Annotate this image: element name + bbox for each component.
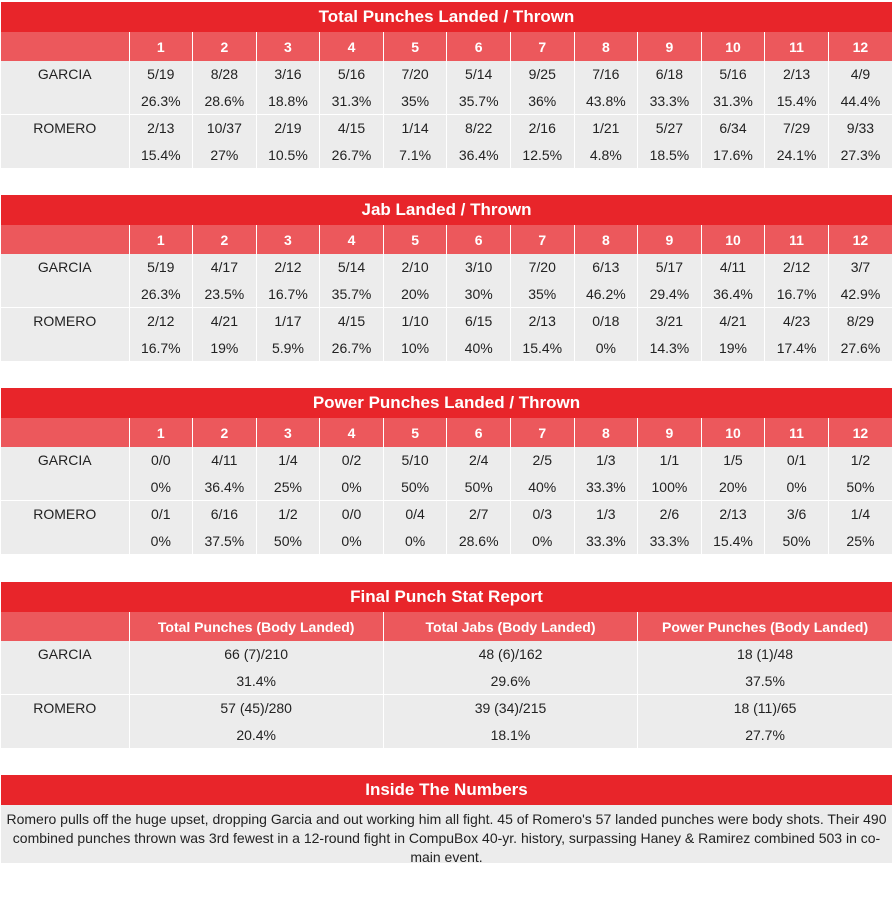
pct-cell: 15.4% <box>129 141 193 168</box>
pct-cell: 4.8% <box>574 141 638 168</box>
landed-thrown-cell: 5/16 <box>320 61 384 87</box>
landed-thrown-cell: 0/3 <box>510 501 574 528</box>
landed-thrown-cell: 0/4 <box>383 501 447 528</box>
fighter-name: ROMERO <box>1 695 129 749</box>
pct-cell: 18.1% <box>383 721 637 748</box>
landed-thrown-cell: 7/20 <box>383 61 447 87</box>
pct-cell: 23.5% <box>193 280 257 308</box>
total-punches-section <box>1 2 892 168</box>
round-header: 3 <box>256 418 320 447</box>
landed-thrown-cell: 2/12 <box>129 308 193 335</box>
pct-cell: 26.7% <box>320 334 384 361</box>
landed-thrown-cell: 5/19 <box>129 61 193 87</box>
landed-thrown-cell: 1/14 <box>383 115 447 142</box>
round-header: 7 <box>510 225 574 254</box>
pct-cell: 18.5% <box>638 141 702 168</box>
power-punches-table <box>1 418 892 554</box>
pct-cell: 28.6% <box>193 87 257 115</box>
round-header: 5 <box>383 418 447 447</box>
landed-thrown-cell: 2/19 <box>256 115 320 142</box>
pct-cell: 0% <box>129 473 193 501</box>
pct-cell: 20% <box>701 473 765 501</box>
pct-cell: 36% <box>510 87 574 115</box>
landed-thrown-cell: 2/13 <box>701 501 765 528</box>
table-row <box>1 61 892 87</box>
landed-thrown-cell: 0/0 <box>320 501 384 528</box>
landed-thrown-cell: 6/15 <box>447 308 511 335</box>
pct-cell: 42.9% <box>828 280 892 308</box>
pct-cell: 35% <box>383 87 447 115</box>
landed-thrown-cell: 1/17 <box>256 308 320 335</box>
landed-thrown-cell: 2/4 <box>447 447 511 473</box>
pct-cell: 27% <box>193 141 257 168</box>
landed-thrown-cell: 4/15 <box>320 115 384 142</box>
pct-cell: 16.7% <box>256 280 320 308</box>
round-header: 2 <box>193 32 257 61</box>
landed-thrown-cell: 0/1 <box>129 501 193 528</box>
round-header: 10 <box>701 32 765 61</box>
pct-cell: 28.6% <box>447 527 511 554</box>
table-row <box>1 721 892 748</box>
landed-thrown-cell: 4/23 <box>765 308 829 335</box>
pct-cell: 27.7% <box>638 721 892 748</box>
pct-cell: 36.4% <box>701 280 765 308</box>
pct-cell: 50% <box>383 473 447 501</box>
fighter-name: ROMERO <box>1 501 129 555</box>
fighter-name: GARCIA <box>1 447 129 501</box>
pct-cell: 26.3% <box>129 280 193 308</box>
pct-cell: 19% <box>193 334 257 361</box>
pct-cell: 35.7% <box>447 87 511 115</box>
pct-cell: 0% <box>510 527 574 554</box>
column-header: Total Jabs (Body Landed) <box>383 612 637 641</box>
header-blank <box>1 612 129 641</box>
pct-cell: 16.7% <box>129 334 193 361</box>
pct-cell: 44.4% <box>828 87 892 115</box>
table-row <box>1 87 892 115</box>
pct-cell: 25% <box>256 473 320 501</box>
pct-cell: 33.3% <box>574 527 638 554</box>
round-header: 9 <box>638 225 702 254</box>
landed-thrown-cell: 5/27 <box>638 115 702 142</box>
pct-cell: 36.4% <box>193 473 257 501</box>
landed-thrown-cell: 5/16 <box>701 61 765 87</box>
table-row <box>1 254 892 280</box>
pct-cell: 12.5% <box>510 141 574 168</box>
pct-cell: 31.3% <box>701 87 765 115</box>
pct-cell: 20.4% <box>129 721 383 748</box>
pct-cell: 50% <box>447 473 511 501</box>
round-header: 1 <box>129 225 193 254</box>
landed-thrown-cell: 9/25 <box>510 61 574 87</box>
round-header: 2 <box>193 225 257 254</box>
landed-thrown-cell: 3/7 <box>828 254 892 280</box>
landed-thrown-cell: 2/12 <box>256 254 320 280</box>
table-row <box>1 141 892 168</box>
pct-cell: 50% <box>256 527 320 554</box>
landed-thrown-cell: 5/14 <box>320 254 384 280</box>
pct-cell: 0% <box>765 473 829 501</box>
pct-cell: 15.4% <box>701 527 765 554</box>
landed-thrown-cell: 4/11 <box>193 447 257 473</box>
pct-cell: 7.1% <box>383 141 447 168</box>
landed-thrown-cell: 2/13 <box>129 115 193 142</box>
landed-thrown-cell: 2/13 <box>765 61 829 87</box>
round-header: 12 <box>828 32 892 61</box>
landed-thrown-cell: 8/22 <box>447 115 511 142</box>
power-punches-section <box>1 388 892 554</box>
pct-cell: 30% <box>447 280 511 308</box>
landed-thrown-cell: 8/29 <box>828 308 892 335</box>
pct-cell: 15.4% <box>765 87 829 115</box>
pct-cell: 24.1% <box>765 141 829 168</box>
round-header: 2 <box>193 418 257 447</box>
landed-thrown-cell: 5/17 <box>638 254 702 280</box>
landed-thrown-cell: 4/17 <box>193 254 257 280</box>
pct-cell: 46.2% <box>574 280 638 308</box>
pct-cell: 0% <box>320 527 384 554</box>
round-header: 6 <box>447 225 511 254</box>
landed-thrown-cell: 1/4 <box>256 447 320 473</box>
inside-numbers-text: Romero pulls off the huge upset, dropping Garcia and out working him all fight. 45 of Romero's 57 landed punches were body shots. Their 490 combined punches thrown was 3rd fewest in a 12-round fight in CompuBox 40-yr. history, surpassing Haney & Ramirez combined 503 in co-main event. <box>1 805 892 863</box>
round-header: 1 <box>129 32 193 61</box>
round-header: 5 <box>383 225 447 254</box>
pct-cell: 16.7% <box>765 280 829 308</box>
pct-cell: 20% <box>383 280 447 308</box>
round-header: 12 <box>828 418 892 447</box>
round-header: 11 <box>765 225 829 254</box>
stat-cell: 57 (45)/280 <box>129 695 383 722</box>
fighter-name: GARCIA <box>1 61 129 115</box>
landed-thrown-cell: 3/10 <box>447 254 511 280</box>
round-header: 7 <box>510 418 574 447</box>
landed-thrown-cell: 5/14 <box>447 61 511 87</box>
header-blank <box>1 418 129 447</box>
landed-thrown-cell: 4/21 <box>193 308 257 335</box>
landed-thrown-cell: 1/5 <box>701 447 765 473</box>
table-row <box>1 641 892 667</box>
table-row <box>1 695 892 722</box>
table-row <box>1 115 892 142</box>
section-title: Final Punch Stat Report <box>1 582 892 612</box>
landed-thrown-cell: 1/3 <box>574 501 638 528</box>
pct-cell: 26.7% <box>320 141 384 168</box>
landed-thrown-cell: 2/16 <box>510 115 574 142</box>
round-header: 3 <box>256 225 320 254</box>
pct-cell: 50% <box>765 527 829 554</box>
column-header: Power Punches (Body Landed) <box>638 612 892 641</box>
landed-thrown-cell: 3/16 <box>256 61 320 87</box>
header-blank <box>1 225 129 254</box>
fighter-name: GARCIA <box>1 254 129 308</box>
section-title: Jab Landed / Thrown <box>1 195 892 225</box>
pct-cell: 27.6% <box>828 334 892 361</box>
pct-cell: 25% <box>828 527 892 554</box>
round-header: 10 <box>701 225 765 254</box>
pct-cell: 17.4% <box>765 334 829 361</box>
landed-thrown-cell: 1/3 <box>574 447 638 473</box>
stat-cell: 18 (11)/65 <box>638 695 892 722</box>
round-header: 7 <box>510 32 574 61</box>
round-header: 9 <box>638 418 702 447</box>
header-blank <box>1 32 129 61</box>
pct-cell: 27.3% <box>828 141 892 168</box>
round-header: 4 <box>320 225 384 254</box>
pct-cell: 37.5% <box>638 667 892 695</box>
table-row <box>1 280 892 308</box>
landed-thrown-cell: 0/0 <box>129 447 193 473</box>
landed-thrown-cell: 2/5 <box>510 447 574 473</box>
landed-thrown-cell: 8/28 <box>193 61 257 87</box>
landed-thrown-cell: 6/34 <box>701 115 765 142</box>
pct-cell: 10.5% <box>256 141 320 168</box>
fighter-name: ROMERO <box>1 308 129 362</box>
pct-cell: 33.3% <box>574 473 638 501</box>
round-header: 1 <box>129 418 193 447</box>
landed-thrown-cell: 7/16 <box>574 61 638 87</box>
table-row <box>1 667 892 695</box>
landed-thrown-cell: 7/29 <box>765 115 829 142</box>
landed-thrown-cell: 0/18 <box>574 308 638 335</box>
pct-cell: 0% <box>129 527 193 554</box>
stat-cell: 48 (6)/162 <box>383 641 637 667</box>
round-header: 9 <box>638 32 702 61</box>
landed-thrown-cell: 10/37 <box>193 115 257 142</box>
pct-cell: 40% <box>510 473 574 501</box>
pct-cell: 31.4% <box>129 667 383 695</box>
landed-thrown-cell: 6/16 <box>193 501 257 528</box>
pct-cell: 15.4% <box>510 334 574 361</box>
landed-thrown-cell: 0/1 <box>765 447 829 473</box>
pct-cell: 29.4% <box>638 280 702 308</box>
landed-thrown-cell: 1/2 <box>828 447 892 473</box>
fighter-name: GARCIA <box>1 641 129 695</box>
stat-cell: 18 (1)/48 <box>638 641 892 667</box>
pct-cell: 40% <box>447 334 511 361</box>
landed-thrown-cell: 5/19 <box>129 254 193 280</box>
total-punches-table <box>1 32 892 168</box>
round-header: 11 <box>765 418 829 447</box>
pct-cell: 0% <box>574 334 638 361</box>
table-row <box>1 501 892 528</box>
landed-thrown-cell: 4/21 <box>701 308 765 335</box>
table-row <box>1 334 892 361</box>
pct-cell: 50% <box>828 473 892 501</box>
pct-cell: 14.3% <box>638 334 702 361</box>
landed-thrown-cell: 1/4 <box>828 501 892 528</box>
round-header: 8 <box>574 32 638 61</box>
round-header: 5 <box>383 32 447 61</box>
pct-cell: 37.5% <box>193 527 257 554</box>
pct-cell: 33.3% <box>638 527 702 554</box>
round-header: 11 <box>765 32 829 61</box>
inside-numbers-section <box>1 775 892 863</box>
round-header: 6 <box>447 32 511 61</box>
landed-thrown-cell: 0/2 <box>320 447 384 473</box>
column-header: Total Punches (Body Landed) <box>129 612 383 641</box>
landed-thrown-cell: 6/18 <box>638 61 702 87</box>
section-title: Inside The Numbers <box>1 775 892 805</box>
round-header: 6 <box>447 418 511 447</box>
final-report-section <box>1 582 892 748</box>
pct-cell: 5.9% <box>256 334 320 361</box>
pct-cell: 29.6% <box>383 667 637 695</box>
pct-cell: 36.4% <box>447 141 511 168</box>
round-header: 8 <box>574 418 638 447</box>
round-header: 8 <box>574 225 638 254</box>
landed-thrown-cell: 2/6 <box>638 501 702 528</box>
table-row <box>1 527 892 554</box>
stat-cell: 39 (34)/215 <box>383 695 637 722</box>
landed-thrown-cell: 6/13 <box>574 254 638 280</box>
pct-cell: 35% <box>510 280 574 308</box>
landed-thrown-cell: 1/10 <box>383 308 447 335</box>
pct-cell: 19% <box>701 334 765 361</box>
landed-thrown-cell: 3/6 <box>765 501 829 528</box>
round-header: 10 <box>701 418 765 447</box>
pct-cell: 100% <box>638 473 702 501</box>
fighter-name: ROMERO <box>1 115 129 169</box>
round-header: 4 <box>320 32 384 61</box>
pct-cell: 18.8% <box>256 87 320 115</box>
landed-thrown-cell: 2/13 <box>510 308 574 335</box>
section-title: Power Punches Landed / Thrown <box>1 388 892 418</box>
pct-cell: 43.8% <box>574 87 638 115</box>
final-report-table <box>1 612 892 748</box>
landed-thrown-cell: 1/1 <box>638 447 702 473</box>
pct-cell: 17.6% <box>701 141 765 168</box>
landed-thrown-cell: 9/33 <box>828 115 892 142</box>
jab-table <box>1 225 892 361</box>
round-header: 12 <box>828 225 892 254</box>
landed-thrown-cell: 3/21 <box>638 308 702 335</box>
pct-cell: 0% <box>383 527 447 554</box>
landed-thrown-cell: 4/11 <box>701 254 765 280</box>
landed-thrown-cell: 1/2 <box>256 501 320 528</box>
round-header: 3 <box>256 32 320 61</box>
jab-section <box>1 195 892 361</box>
pct-cell: 10% <box>383 334 447 361</box>
pct-cell: 31.3% <box>320 87 384 115</box>
landed-thrown-cell: 2/7 <box>447 501 511 528</box>
pct-cell: 0% <box>320 473 384 501</box>
stat-cell: 66 (7)/210 <box>129 641 383 667</box>
landed-thrown-cell: 7/20 <box>510 254 574 280</box>
landed-thrown-cell: 1/21 <box>574 115 638 142</box>
landed-thrown-cell: 5/10 <box>383 447 447 473</box>
pct-cell: 35.7% <box>320 280 384 308</box>
pct-cell: 26.3% <box>129 87 193 115</box>
landed-thrown-cell: 4/9 <box>828 61 892 87</box>
landed-thrown-cell: 2/12 <box>765 254 829 280</box>
landed-thrown-cell: 2/10 <box>383 254 447 280</box>
landed-thrown-cell: 4/15 <box>320 308 384 335</box>
section-title: Total Punches Landed / Thrown <box>1 2 892 32</box>
pct-cell: 33.3% <box>638 87 702 115</box>
table-row <box>1 447 892 473</box>
table-row <box>1 308 892 335</box>
table-row <box>1 473 892 501</box>
round-header: 4 <box>320 418 384 447</box>
